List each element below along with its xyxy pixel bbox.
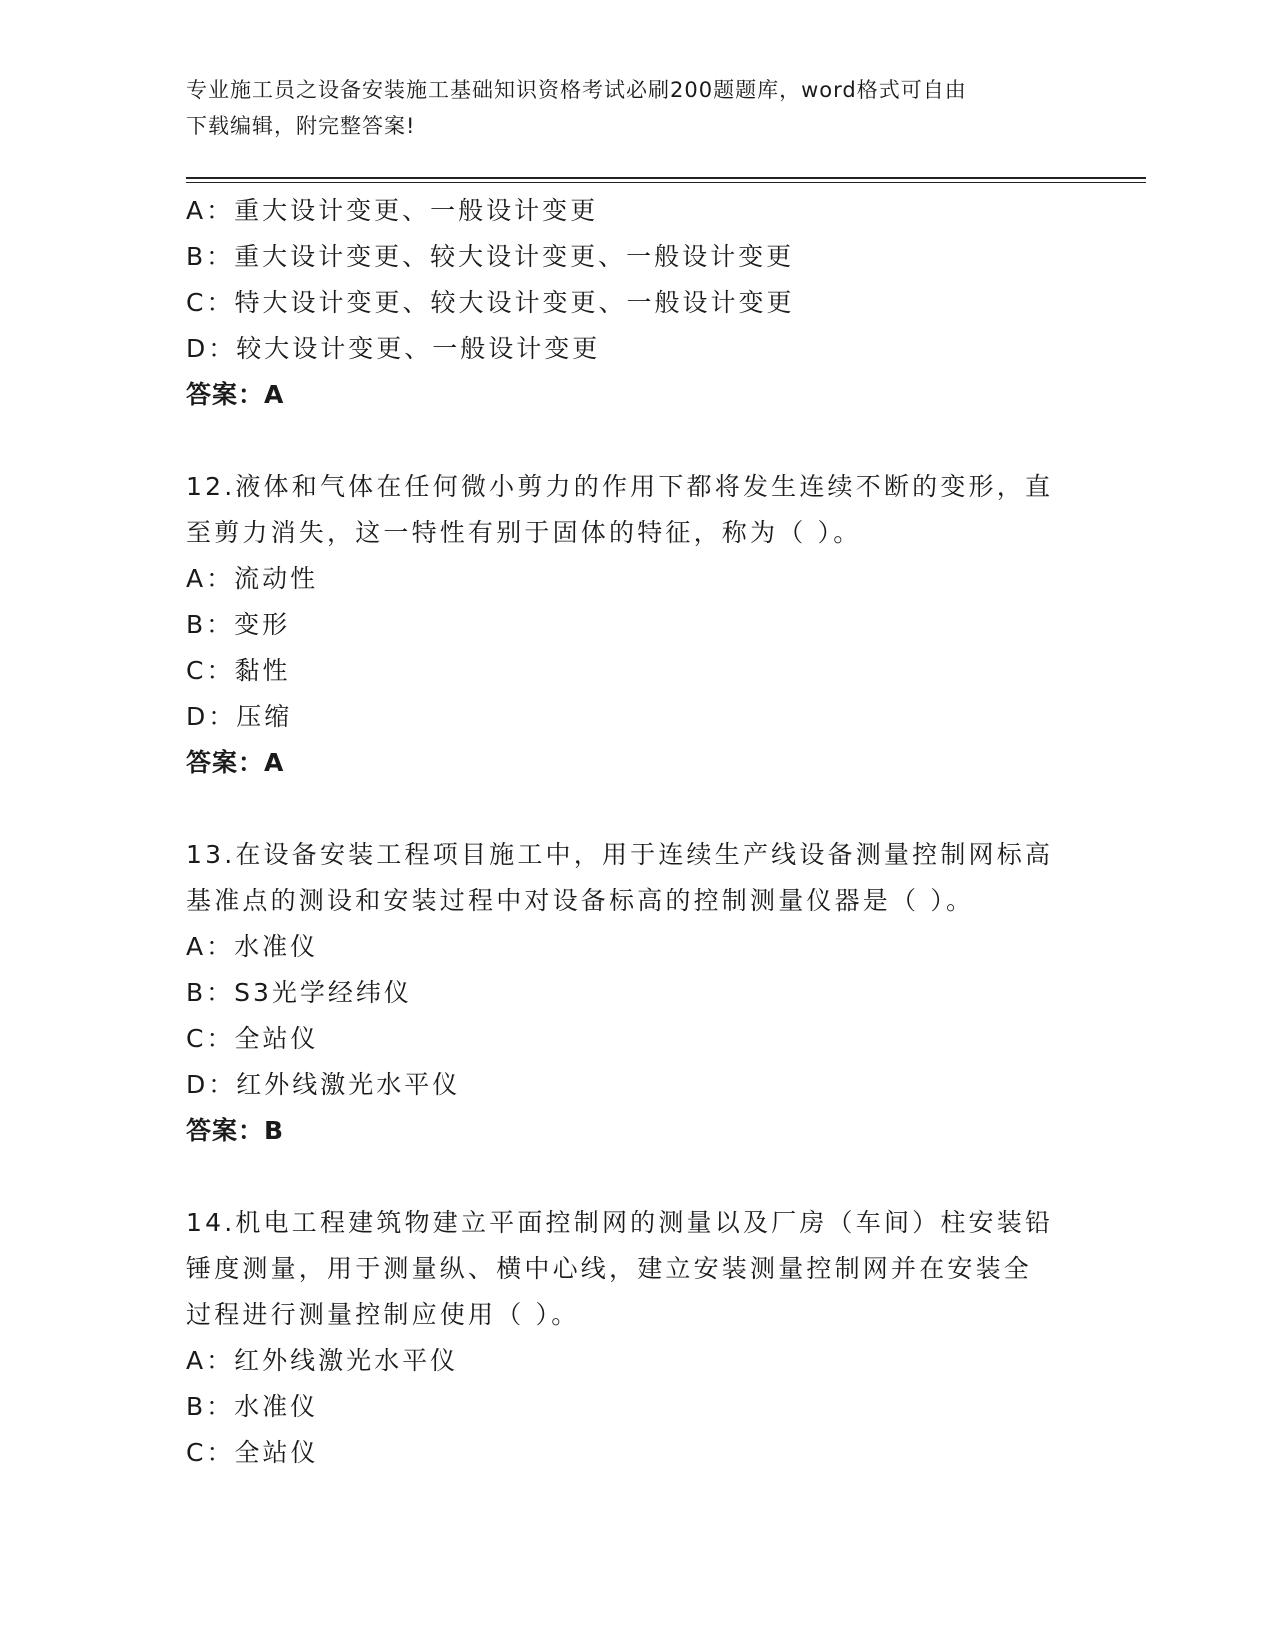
header-divider <box>186 177 1146 179</box>
question-stem-line: 基准点的测设和安装过程中对设备标高的控制测量仪器是（ ）。 <box>186 886 975 915</box>
question-13 <box>186 832 1086 1154</box>
option-a: A：水准仪 <box>186 932 319 961</box>
question-stem-line: 过程进行测量控制应使用（ ）。 <box>186 1300 580 1329</box>
question-11 <box>186 188 1086 418</box>
option-c: C：黏性 <box>186 656 291 685</box>
header-divider-thin <box>186 182 1146 183</box>
option-c: C：特大设计变更、较大设计变更、一般设计变更 <box>186 288 795 317</box>
question-stem-line: 13.在设备安装工程项目施工中，用于连续生产线设备测量控制网标高 <box>186 840 1054 869</box>
question-stem-line: 14.机电工程建筑物建立平面控制网的测量以及厂房（车间）柱安装铅 <box>186 1208 1054 1237</box>
document-header <box>186 72 1066 144</box>
option-b: B：水准仪 <box>186 1392 319 1421</box>
option-a: A：流动性 <box>186 564 319 593</box>
answer: 答案：A <box>186 380 285 409</box>
option-d: D：较大设计变更、一般设计变更 <box>186 334 601 363</box>
option-a: A：红外线激光水平仪 <box>186 1346 459 1375</box>
option-d: D：红外线激光水平仪 <box>186 1070 461 1099</box>
question-14 <box>186 1200 1086 1476</box>
question-list <box>186 188 1086 1476</box>
option-a: A：重大设计变更、一般设计变更 <box>186 196 599 225</box>
header-line-1: 专业施工员之设备安装施工基础知识资格考试必刷200题题库，word格式可自由 <box>186 78 967 102</box>
option-d: D：压缩 <box>186 702 293 731</box>
option-c: C：全站仪 <box>186 1438 319 1467</box>
question-stem-line: 锤度测量，用于测量纵、横中心线，建立安装测量控制网并在安装全 <box>186 1254 1033 1283</box>
option-b: B：S3光学经纬仪 <box>186 978 412 1007</box>
question-stem-line: 12.液体和气体在任何微小剪力的作用下都将发生连续不断的变形，直 <box>186 472 1054 501</box>
option-b: B：变形 <box>186 610 291 639</box>
question-12 <box>186 464 1086 786</box>
answer: 答案：A <box>186 748 285 777</box>
answer: 答案：B <box>186 1116 285 1145</box>
option-b: B：重大设计变更、较大设计变更、一般设计变更 <box>186 242 795 271</box>
question-stem-line: 至剪力消失，这一特性有别于固体的特征，称为（ ）。 <box>186 518 862 547</box>
option-c: C：全站仪 <box>186 1024 319 1053</box>
header-line-2: 下载编辑，附完整答案! <box>186 114 416 138</box>
